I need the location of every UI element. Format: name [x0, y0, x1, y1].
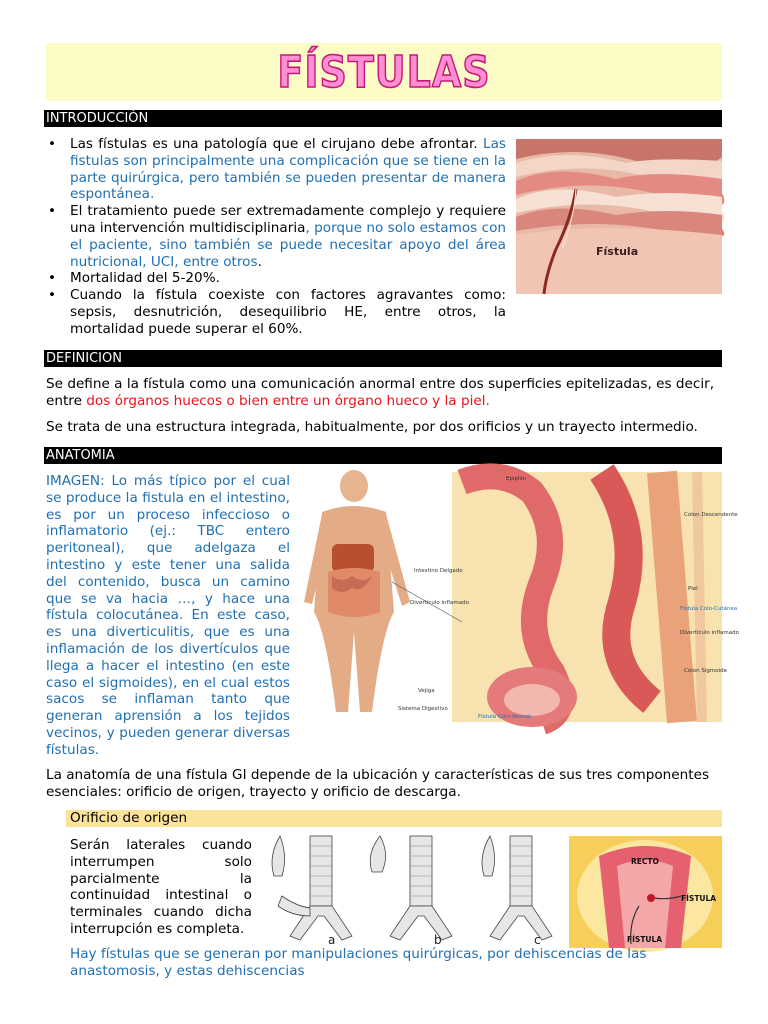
- label-sistema-digestivo: Sistema Digestivo: [398, 706, 448, 712]
- page-title: FÍSTULAS: [277, 46, 491, 97]
- rectum-fistula-illustration: [569, 836, 722, 948]
- label-fistula-colo-vesical: Fístula Colo-Vesical: [478, 714, 531, 720]
- bullet-tail: .: [257, 253, 262, 270]
- label-colon-descendente: Colon Descendente: [684, 512, 738, 518]
- bullet-text: Mortalidad del 5-20%.: [70, 270, 220, 287]
- lateral-terminal-diagrams: [268, 836, 562, 948]
- definicion-highlight: dos órganos huecos o bien entre un órgano hueco y la piel.: [86, 392, 490, 409]
- list-item: [46, 270, 506, 287]
- label-diverticulo-1: Divertículo inflamado: [410, 600, 469, 606]
- orificio-text: Serán laterales cuando interrumpen solo parcialmente la continuidad intestinal o terminales cuando dicha interrupción es completa.: [70, 837, 252, 937]
- section-header-anatomia: ANATOMIA: [44, 447, 722, 464]
- anatomy-illustration: [302, 472, 739, 722]
- section-header-intro: INTRODUCCIÓN: [44, 110, 722, 127]
- gi-anatomy-paragraph: La anatomía de una fístula GI depende de la ubicación y características de sus tres componentes esenciales: orificio de origen, trayecto y orificio de descarga.: [46, 767, 710, 800]
- label-fistula-colo-cutanea: Fístula Colo-Cutánea: [680, 606, 738, 612]
- diagram-label-c: c: [534, 933, 541, 947]
- label-diverticulo-2: Divertículo inflamado: [680, 630, 739, 636]
- intro-bullet-list: [46, 136, 506, 338]
- label-fistula-2: FÍSTULA: [627, 935, 663, 944]
- label-colon-sigmoide: Colon Sigmoide: [684, 668, 727, 674]
- bullet-text: Las fístulas es una patología que el cirujano debe afrontar.: [70, 136, 483, 152]
- list-item: [46, 136, 506, 203]
- label-piel: Piel: [688, 586, 698, 592]
- diagram-label-a: a: [328, 933, 336, 947]
- bullet-note: , porque no solo estamos con el paciente, sino también se puede necesitar apoyo del área nutricional, UCI, entre otros: [70, 219, 506, 270]
- label-fistula-1: FÍSTULA: [681, 894, 717, 903]
- label-recto: RECTO: [631, 857, 659, 866]
- label-epiplon: Epiplón: [506, 476, 527, 482]
- bullet-note: Las fistulas son principalmente una complicación que se tiene en la parte quirúrgica, pero también se pueden presentar de manera espontánea.: [70, 136, 506, 203]
- orificio-blue-note: Hay fístulas que se generan por manipulaciones quirúrgicas, por dehiscencias de las anastomosis, y estas dehiscencias: [70, 946, 647, 979]
- fistula-illustration: [516, 139, 722, 294]
- label-vejiga: Vejiga: [418, 688, 435, 694]
- orificio-header: Orificio de origen: [66, 810, 722, 827]
- bullet-text: El tratamiento puede ser extremadamente complejo y requiere una intervención multidisciplinaria: [70, 203, 506, 236]
- label-intestino-delgado: Intestino Delgado: [414, 568, 463, 574]
- bullet-text: Cuando la fístula coexiste con factores agravantes como: sepsis, desnutrición, desequilibrio HE, entre otros, la mortalidad puede superar el 60%.: [70, 287, 506, 337]
- definicion-text: Se define a la fístula como una comunicación anormal entre dos superficies epitelizadas, es decir, entre: [46, 376, 715, 409]
- title-band: [46, 43, 722, 101]
- list-item: [46, 287, 506, 337]
- definicion-paragraph-2: Se trata de una estructura integrada, habitualmente, por dos orificios y un trayecto intermedio.: [46, 419, 698, 435]
- diagram-label-b: b: [434, 933, 442, 947]
- list-item: [46, 203, 506, 270]
- section-header-definicion: DEFINICION: [44, 350, 722, 367]
- definicion-paragraph-1: [46, 376, 722, 410]
- fistula-label: Fístula: [596, 245, 639, 258]
- imagen-description: IMAGEN: Lo más típico por el cual se produce la fistula en el intestino, es por un proceso infeccioso o inflamatorio (ej.: TBC entero peritoneal), que adelgaza el intestino y este tener una salida del contenido, busca un camino que se va hacia …, y hace una fístula colocutánea. En este caso, es una diverticulitis, que es una inflamación de los divertículos que llega a hacer el intestino (en este caso el sigmoides), en el cual estos sacos se inflaman tanto que generan aprensión a los tejidos vecinos, y pueden generar diversas fístulas.: [46, 473, 290, 758]
